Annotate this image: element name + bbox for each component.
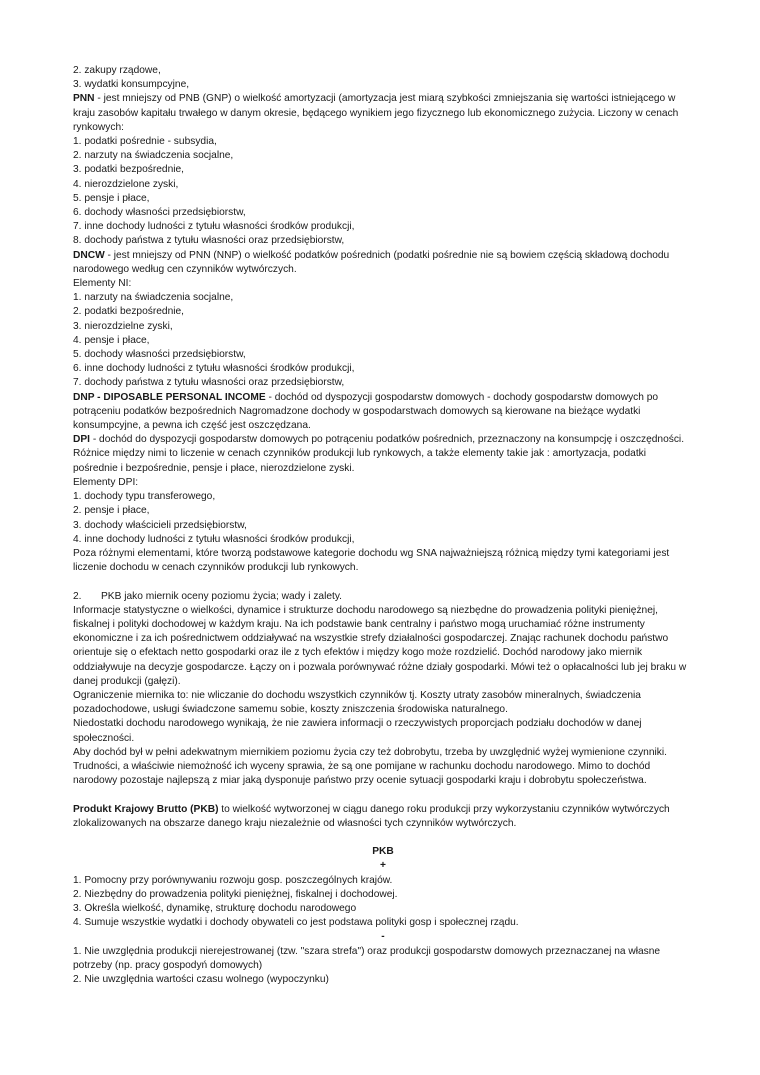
list-item: 1. Nie uwzględnia produkcji nierejestrowanej (tzw. "szara strefa") oraz produkcji gospodarstw domowych przeznaczanej na własne potrzeby (np. pracy gospodyń domowych): [73, 945, 661, 971]
dpi-definition: DPI - dochód do dyspozycji gospodarstw domowych po potrąceniu podatków pośrednich, przeznaczony na konsumpcję i oszczędności.: [73, 434, 685, 446]
list-item: 1. dochody typu transferowego,: [73, 491, 216, 503]
list-item: 4. nierozdzielone zyski,: [73, 178, 179, 190]
list-item: 2. pensje i płace,: [73, 505, 150, 517]
list-item: 5. dochody własności przedsiębiorstw,: [73, 349, 246, 361]
dnp-definition: DNP - DIPOSABLE PERSONAL INCOME - dochód od dyspozycji gospodarstw domowych - dochody gospodarstw domowych po potrąceniu podatków bezpośrednich Nagromadzone dochody w gospodarstwach domowych są kierowane na bieżące wydatki konsumpcyjne, a pewna ich część jest oszczędzana.: [73, 391, 659, 432]
list-item: 7. dochody państwa z tytułu własności oraz przedsiębiorstw,: [73, 377, 345, 389]
list-item: 1. podatki pośrednie - subsydia,: [73, 136, 217, 148]
list-item: 2. podatki bezpośrednie,: [73, 306, 185, 318]
list-item: 2. narzuty na świadczenia socjalne,: [73, 150, 234, 162]
section-paragraph: Informacje statystyczne o wielkości, dynamice i strukturze dochodu narodowego są niezbędne do prowadzenia polityki pieniężnej, fiskalnej i polityki dochodowej w każdym kraju. Na ich podstawie bank centralny i państwo mogą uruchamiać różne instrumenty ekonomiczne i za ich pośrednictwem oddziaływać na wszystkie strefy działalności gospodarczej. Znając rachunek dochodu państwo orientuje się o efektach netto gospodarki oraz ile z tych efektów i między kogo może rozdzielić. Dochód narodowy jako miernik oddziaływuje na decyzje gospodarcze. Łączy on i pozwala porównywać różne działy gospodarki. Mówi też o opłacalności lub jej braku w danej produkcji (gałęzi).: [73, 604, 687, 687]
list-item: 2. Niezbędny do prowadzenia polityki pieniężnej, fiskalnej i dochodowej.: [73, 888, 398, 900]
list-item: 3. nierozdzielne zyski,: [73, 320, 173, 332]
section-heading: [73, 590, 693, 604]
document-page: [73, 64, 693, 987]
list-item: 3. podatki bezpośrednie,: [73, 164, 185, 176]
list-item: 3. wydatki konsumpcyjne,: [73, 79, 190, 91]
spacer: [73, 575, 693, 589]
section-paragraph: Ograniczenie miernika to: nie wliczanie do dochodu wszystkich czynników tj. Koszty utraty zasobów mineralnych, świadczenia pozadochodowe, usługi świadczone samemu sobie, koszty zniszczenia środowiska naturalnego.: [73, 689, 641, 716]
section-paragraph: Aby dochód był w pełni adekwatnym miernikiem poziomu życia czy też dobrobytu, trzeba by uwzględnić wyżej wymienione czynniki. Trudności, a właściwie niemożność ich wyceny sprawia, że są one pomijane w rachunku dochodu narodowego. Mimo to dochód narodowy pozostaje najlepszą z miar jaką dysponuje państwo przy ocenie sytuacji gospodarki kraju i dobrobytu społeczeństwa.: [73, 746, 667, 787]
term-dncw: DNCW: [73, 249, 105, 261]
list-item: 8. dochody państwa z tytułu własności oraz przedsiębiorstw,: [73, 235, 345, 247]
term-dnp: DNP - DIPOSABLE PERSONAL INCOME: [73, 391, 266, 403]
pkb-heading: PKB: [372, 846, 394, 858]
list-item: 7. inne dochody ludności z tytułu własności środków produkcji,: [73, 221, 355, 233]
list-item: 2. zakupy rządowe,: [73, 65, 161, 76]
minus-sign: -: [381, 931, 385, 943]
dncw-definition: DNCW - jest mniejszy od PNN (NNP) o wielkość podatków pośrednich (podatki pośrednie nie są bowiem częścią składową dochodu narodowego według cen czynników wytwórczych.: [73, 249, 670, 275]
list-item: 3. Określa wielkość, dynamikę, strukturę dochodu narodowego: [73, 902, 357, 914]
term-dpi: DPI: [73, 434, 90, 446]
list-item: 2. Nie uwzględnia wartości czasu wolnego (wypoczynku): [73, 973, 329, 985]
spacer: [73, 788, 693, 802]
term-pkb: Produkt Krajowy Brutto (PKB): [73, 803, 219, 815]
summary-paragraph: Poza różnymi elementami, które tworzą podstawowe kategorie dochodu wg SNA najważniejszą różnicą między tymi kategoriami jest liczenie dochodu w cenach czynników produkcji lub rynkowych.: [73, 547, 670, 574]
list-item: 6. inne dochody ludności z tytułu własności środków produkcji,: [73, 363, 355, 375]
spacer: [73, 831, 693, 845]
list-item: 1. narzuty na świadczenia socjalne,: [73, 292, 234, 304]
dpi-heading: Elementy DPI:: [73, 476, 139, 488]
term-pnn: PNN: [73, 93, 95, 105]
differences-paragraph: Różnice między nimi to liczenie w cenach czynników produkcji lub rynkowych, a także elementy takie jak : amortyzacja, podatki pośrednie i bezpośrednie, pensje i płace, nierozdzielone zyski.: [73, 448, 647, 474]
section-paragraph: Niedostatki dochodu narodowego wynikają, że nie zawiera informacji o rzeczywistych proporcjach podziału dochodów w danej społeczności.: [73, 718, 642, 744]
section-title: PKB jako miernik oceny poziomu życia; wady i zalety.: [101, 590, 343, 602]
pnn-definition: PNN - jest mniejszy od PNB (GNP) o wielkość amortyzacji (amortyzacja jest miarą szybkości zmniejszania się wartości istniejącego w kraju zasobów kapitału trwałego w danym okresie, będącego wynikiem jego fizycznego lub ekonomicznego zużycia. Liczony w cenach rynkowych:: [73, 93, 679, 133]
list-item: 5. pensje i płace,: [73, 192, 150, 204]
section-number: 2.: [73, 590, 82, 602]
pkb-definition: Produkt Krajowy Brutto (PKB) to wielkość wytworzonej w ciągu danego roku produkcji przy wykorzystaniu czynników wytwórczych zlokalizowanych na obszarze danego kraju niezależnie od własności tych czynników wytwórczych.: [73, 803, 670, 829]
list-item: 4. inne dochody ludności z tytułu własności środków produkcji,: [73, 533, 355, 545]
list-item: 3. dochody właścicieli przedsiębiorstw,: [73, 519, 247, 531]
list-item: 6. dochody własności przedsiębiorstw,: [73, 207, 246, 219]
plus-sign: +: [380, 860, 386, 872]
list-item: 4. Sumuje wszystkie wydatki i dochody obywateli co jest podstawa polityki gosp i społecznej rządu.: [73, 917, 519, 929]
ni-heading: Elementy NI:: [73, 278, 132, 290]
list-item: 4. pensje i płace,: [73, 334, 150, 346]
list-item: 1. Pomocny przy porównywaniu rozwoju gosp. poszczególnych krajów.: [73, 874, 393, 886]
